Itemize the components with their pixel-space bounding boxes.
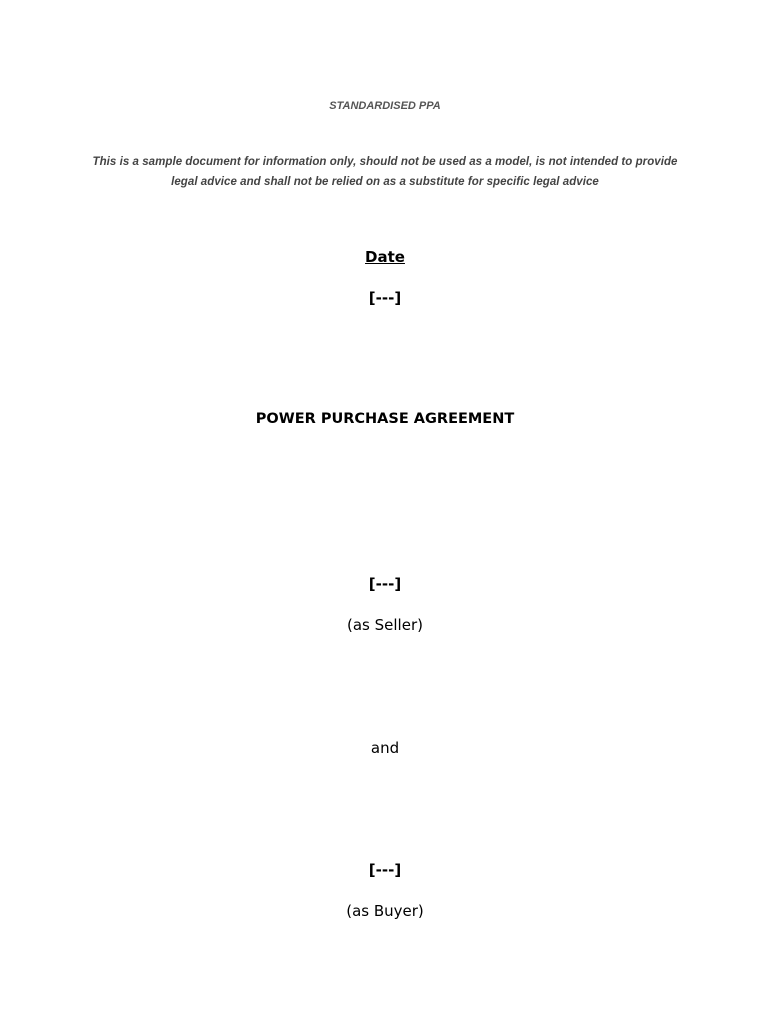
date-placeholder: [---] bbox=[368, 289, 402, 307]
document-header: STANDARDISED PPA bbox=[329, 100, 441, 112]
seller-role-label: (as Seller) bbox=[347, 616, 423, 634]
agreement-title: POWER PURCHASE AGREEMENT bbox=[255, 411, 515, 427]
seller-name-placeholder: [---] bbox=[368, 575, 402, 593]
buyer-name-placeholder: [---] bbox=[368, 861, 402, 879]
party-conjunction: and bbox=[370, 739, 400, 757]
disclaimer-line-2: legal advice and shall not be relied on as a substitute for specific legal advice bbox=[171, 176, 599, 188]
disclaimer-line-1: This is a sample document for information only, should not be used as a model, is not intended to provide bbox=[92, 156, 678, 168]
buyer-role-label: (as Buyer) bbox=[346, 902, 424, 920]
date-heading: Date bbox=[365, 248, 405, 266]
